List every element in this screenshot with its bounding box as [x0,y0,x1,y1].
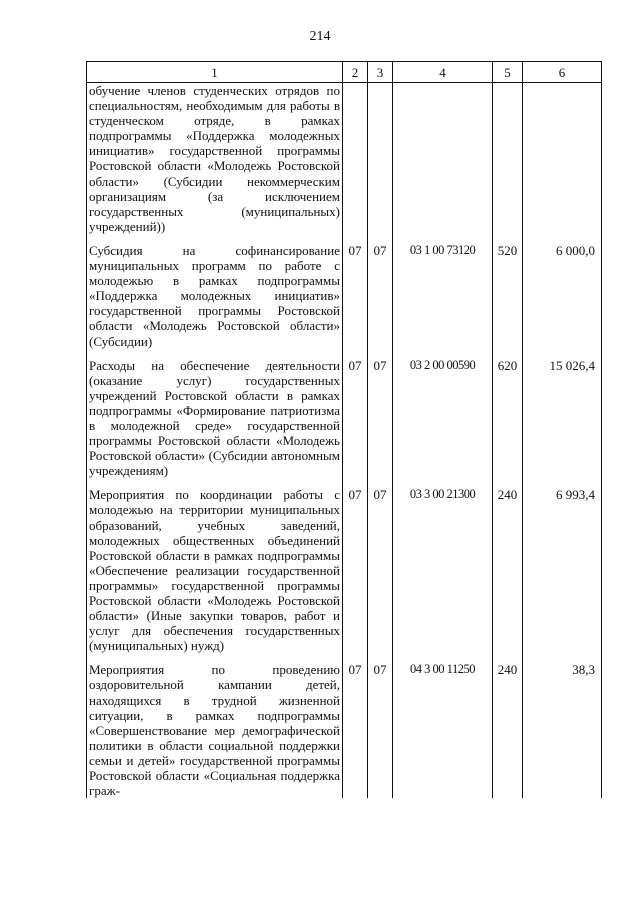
row-spacer [87,478,602,487]
row-subsection [368,83,393,234]
page-number: 214 [309,29,331,44]
row-subsection: 07 [368,487,393,653]
row-expense-type: 240 [493,487,523,653]
table-header-row [87,62,602,83]
row-description: Мероприятия по координации работы с молодежью на территории муниципальных образований, учебных заведений, молодежных общественных объединений Ростовской области в рамках подпрограммы «Обеспечение реализации государственной программы» государственной программы Ростовской области «Молодежь Ростовской области» (Иные закупки товаров, работ и услуг для обеспечения государственных (муниципальных) нужд) [87,487,343,653]
row-section [343,83,368,234]
budget-table [86,61,602,798]
table-row [87,243,602,349]
row-subsection: 07 [368,662,393,798]
table-row [87,487,602,653]
row-expense-type: 620 [493,358,523,479]
row-target-code: 03 3 00 21300 [393,487,493,653]
row-target-code: 03 1 00 73120 [393,243,493,349]
row-section: 07 [343,487,368,653]
row-expense-type [493,83,523,234]
row-amount: 6 993,4 [523,487,602,653]
table-row [87,83,602,234]
row-subsection: 07 [368,358,393,479]
column-header-6: 6 [523,62,602,83]
row-description: Расходы на обеспечение деятельности (оказание услуг) государственных учреждений Ростовской области в рамках подпрограммы «Формирование патриотизма в молодежной среде» государственной программы Ростовской области «Молодежь Ростовской области» (Субсидии автономным учреждениям) [87,358,343,479]
row-section: 07 [343,358,368,479]
row-target-code [393,83,493,234]
table-row [87,358,602,479]
row-expense-type: 240 [493,662,523,798]
row-target-code: 04 3 00 11250 [393,662,493,798]
column-header-4: 4 [393,62,493,83]
row-spacer [87,234,602,243]
row-spacer [87,653,602,662]
column-header-1: 1 [87,62,343,83]
column-header-2: 2 [343,62,368,83]
row-amount [523,83,602,234]
row-subsection: 07 [368,243,393,349]
row-section: 07 [343,662,368,798]
row-description: Мероприятия по проведению оздоровительной кампании детей, находящихся в трудной жизненной ситуации, в рамках подпрограммы «Совершенствование мер демографической политики в области социальной поддержки семьи и детей» государственной программы Ростовской области «Социальная поддержка граж- [87,662,343,798]
row-description: Субсидия на софинансирование муниципальных программ по работе с молодежью в рамках подпрограммы «Поддержка молодежных инициатив» государственной программы Ростовской области «Молодежь Ростовской области» (Субсидии) [87,243,343,349]
column-header-5: 5 [493,62,523,83]
row-description: обучение членов студенческих отрядов по специальностям, необходимым для работы в студенческом отряде, в рамках подпрограммы «Поддержка молодежных инициатив» государственной программы Ростовской области «Молодежь Ростовской области» (Субсидии некоммерческим организациям (за исключением государственных (муниципальных) учреждений)) [87,83,343,234]
row-amount: 6 000,0 [523,243,602,349]
row-amount: 38,3 [523,662,602,798]
row-target-code: 03 2 00 00590 [393,358,493,479]
row-section: 07 [343,243,368,349]
table-row [87,662,602,798]
row-amount: 15 026,4 [523,358,602,479]
row-spacer [87,349,602,358]
row-expense-type: 520 [493,243,523,349]
column-header-3: 3 [368,62,393,83]
